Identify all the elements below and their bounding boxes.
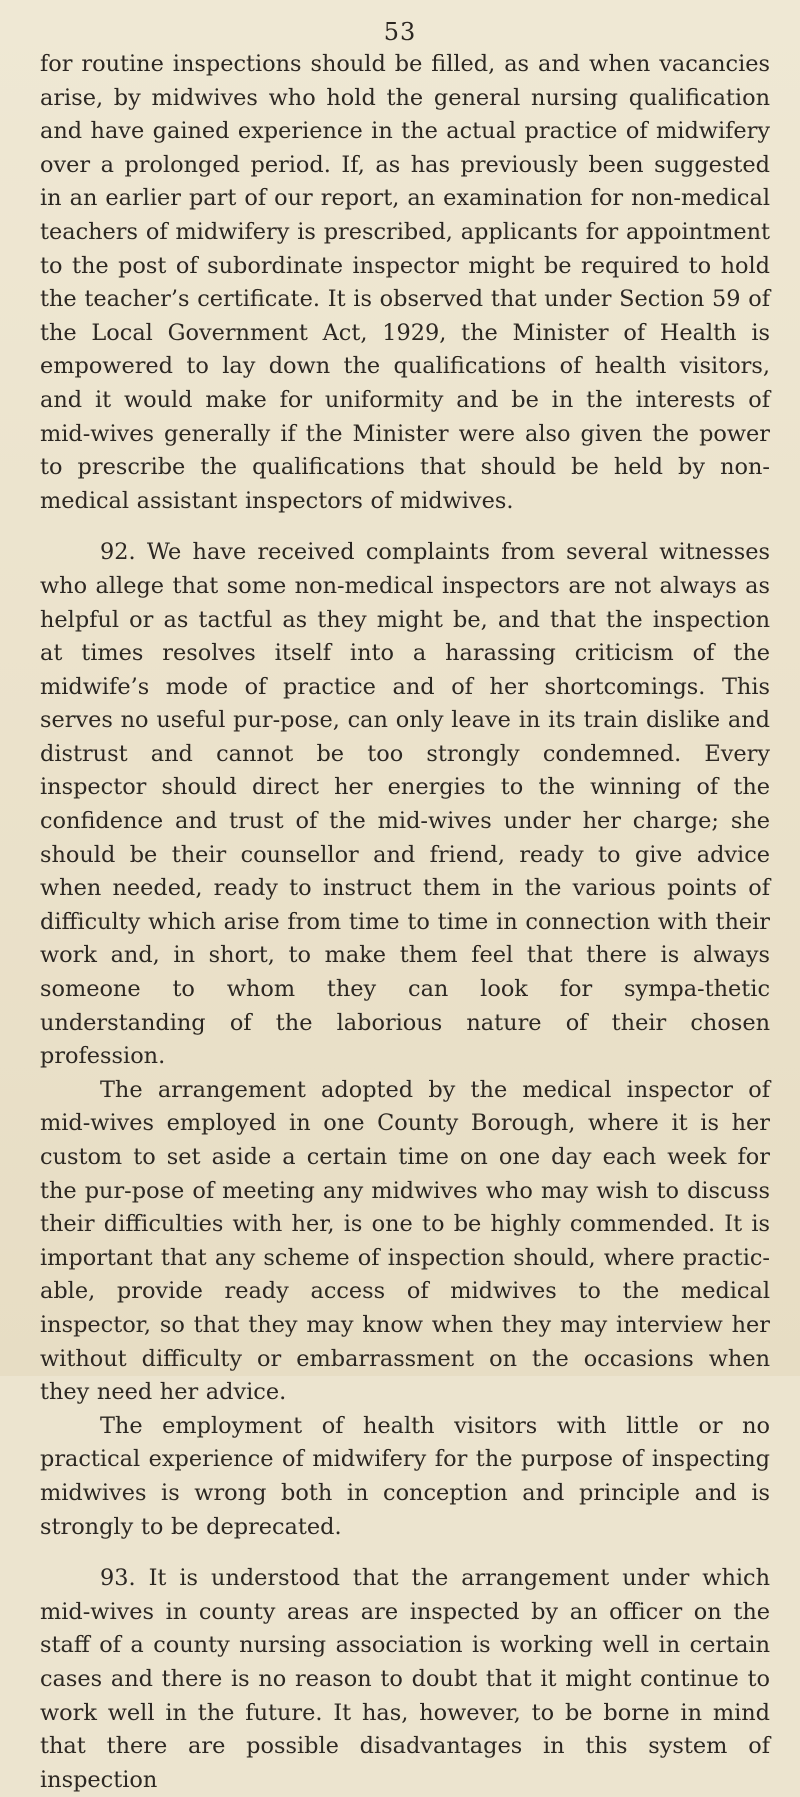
- paragraph-continuation: for routine inspections should be filled, as and when vacancies arise, by midwives who hold the general nursing qualification and have gained experience in the actual practice of midwifery over a prolonged period. If, as has previously been suggested in an earlier part of our report, an examination for non-medical teachers of midwifery is prescribed, applicants for appointment to the post of subordinate inspector might be required to hold the teacher’s certificate. It is observed that under Section 59 of the Local Government Act, 1929, the Minister of Health is empowered to lay down the qualifications of health visitors, and it would make for uniformity and be in the interests of mid-wives generally if the Minister were also given the power to prescribe the qualifications that should be held by non-medical assistant inspectors of midwives.: [40, 51, 770, 514]
- body-text: [40, 48, 770, 1797]
- page-number: 53: [383, 18, 417, 46]
- paragraph-health-visitors: The employment of health visitors with little or no practical experience of midwifery for the purpose of inspecting midwives is wrong both in conception and principle and is strongly to be deprecated.: [40, 1412, 770, 1540]
- paragraph-92: 92. We have received complaints from several witnesses who allege that some non-medical inspectors are not always as helpful or as tactful as they might be, and that the inspection at times resolves itself into a harassing criticism of the midwife’s mode of practice and of her shortcomings. This serves no useful pur-pose, can only leave in its train dislike and distrust and cannot be too strongly condemned. Every inspector should direct her energies to the winning of the confidence and trust of the mid-wives under her charge; she should be their counsellor and friend, ready to give advice when needed, ready to instruct them in the various points of difficulty which arise from time to time in connection with their work and, in short, to make them feel that there is always someone to whom they can look for sympa-thetic understanding of the laborious nature of their chosen profession.: [40, 539, 770, 1070]
- paragraph-93: 93. It is understood that the arrangement under which mid-wives in county areas are inspected by an officer on the staff of a county nursing association is working well in certain cases and there is no reason to doubt that it might continue to work well in the future. It has, however, to be borne in mind that there are possible disadvantages in this system of inspection: [40, 1565, 770, 1793]
- paragraph-arrangement: The arrangement adopted by the medical inspector of mid-wives employed in one County Borough, where it is her custom to set aside a certain time on one day each week for the pur-pose of meeting any midwives who may wish to discuss their difficulties with her, is one to be highly commended. It is important that any scheme of inspection should, where practic-able, provide ready access of midwives to the medical inspector, so that they may know when they may interview her without difficulty or embarrassment on the occasions when they need her advice.: [40, 1076, 770, 1406]
